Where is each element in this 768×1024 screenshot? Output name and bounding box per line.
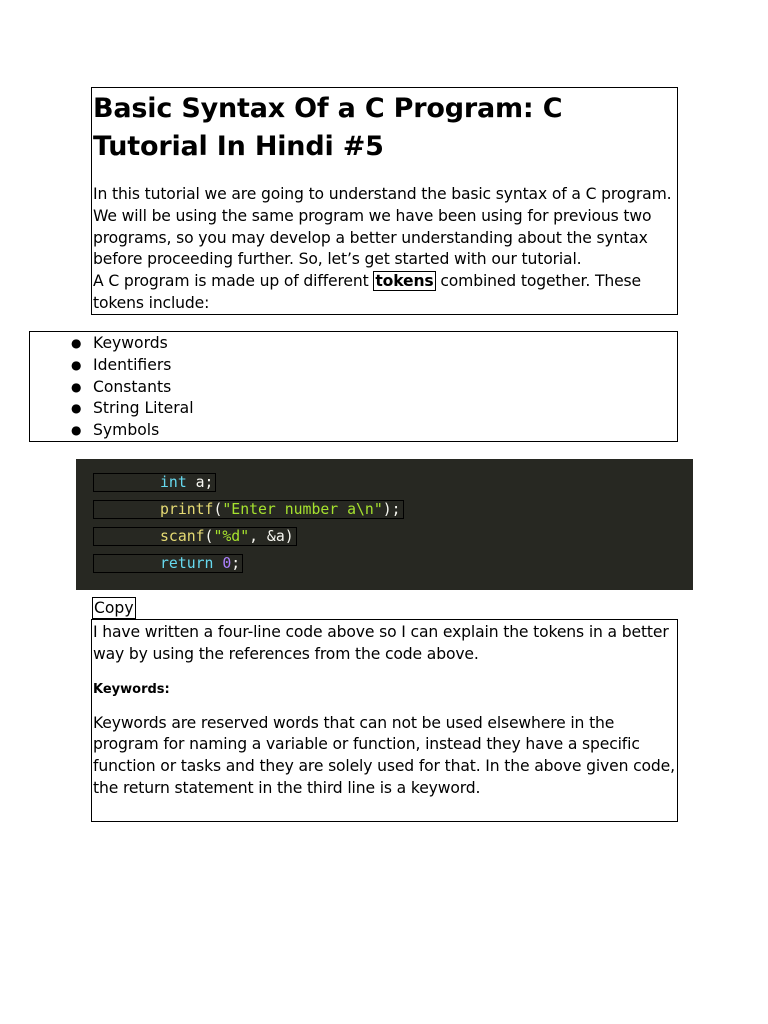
- code-line-3: [93, 527, 297, 546]
- code-text: (: [213, 501, 223, 518]
- article-title: Basic Syntax Of a C Program: C Tutorial In Hindi #5: [93, 93, 563, 162]
- bullet-icon: ●: [71, 336, 82, 350]
- tokens-keyword: tokens: [375, 272, 434, 291]
- article-intro-section: [91, 87, 678, 315]
- tokens-sentence-end: combined together. These tokens include:: [93, 272, 641, 312]
- list-item-label: Keywords: [93, 334, 168, 352]
- bullet-icon: ●: [71, 423, 82, 438]
- list-item-label: Symbols: [93, 421, 160, 440]
- list-item: [71, 333, 194, 355]
- list-item-label: Identifiers: [93, 355, 172, 374]
- explanation-section: [91, 619, 678, 822]
- list-item-label: String Literal: [93, 399, 194, 418]
- code-function: scanf: [160, 528, 205, 545]
- keywords-description: Keywords are reserved words that can not be used elsewhere in the program for naming a variable or function, instead they have a specific function or tasks and they are solely used for that. In the above given code, the return statement in the third line is a keyword.: [93, 713, 675, 797]
- code-keyword: return: [160, 555, 214, 572]
- code-text: a;: [186, 474, 214, 491]
- list-item: [71, 355, 194, 377]
- intro-paragraph: In this tutorial we are going to understand the basic syntax of a C program. We will be using the same program we have been using for previous two programs, so you may develop a better understanding about the syntax before proceeding further. So, let’s get started with our tutorial.: [93, 185, 672, 269]
- bullet-icon: ●: [71, 357, 82, 372]
- token-list-section: [29, 331, 678, 442]
- list-item: [71, 420, 194, 442]
- code-text: );: [382, 501, 401, 518]
- code-function: printf: [160, 501, 214, 518]
- bullet-icon: ●: [71, 401, 82, 416]
- tokens-sentence-start: A C program is made up of different: [93, 272, 374, 291]
- explanation-intro: I have written a four-line code above so I can explain the tokens in a better way by using the references from the code above.: [93, 623, 669, 663]
- code-line-1: [93, 473, 216, 492]
- code-text: , &a): [249, 528, 294, 545]
- token-list: [71, 333, 194, 442]
- code-number: 0: [222, 555, 232, 572]
- code-string: "%d": [213, 528, 250, 545]
- keywords-heading: Keywords:: [93, 681, 170, 697]
- list-item: [71, 377, 194, 399]
- code-block: [76, 459, 693, 590]
- bullet-icon: ●: [71, 379, 82, 394]
- tokens-sentence: [93, 271, 677, 315]
- code-line-2: [93, 500, 404, 519]
- list-item: [71, 398, 194, 420]
- list-item-label: Constants: [93, 377, 172, 396]
- code-line-4: [93, 554, 243, 573]
- copy-button[interactable]: Copy: [94, 599, 134, 617]
- code-text: (: [204, 528, 214, 545]
- code-text: ;: [231, 555, 241, 572]
- code-string: "Enter number a\n": [222, 501, 383, 518]
- code-keyword: int: [160, 474, 187, 491]
